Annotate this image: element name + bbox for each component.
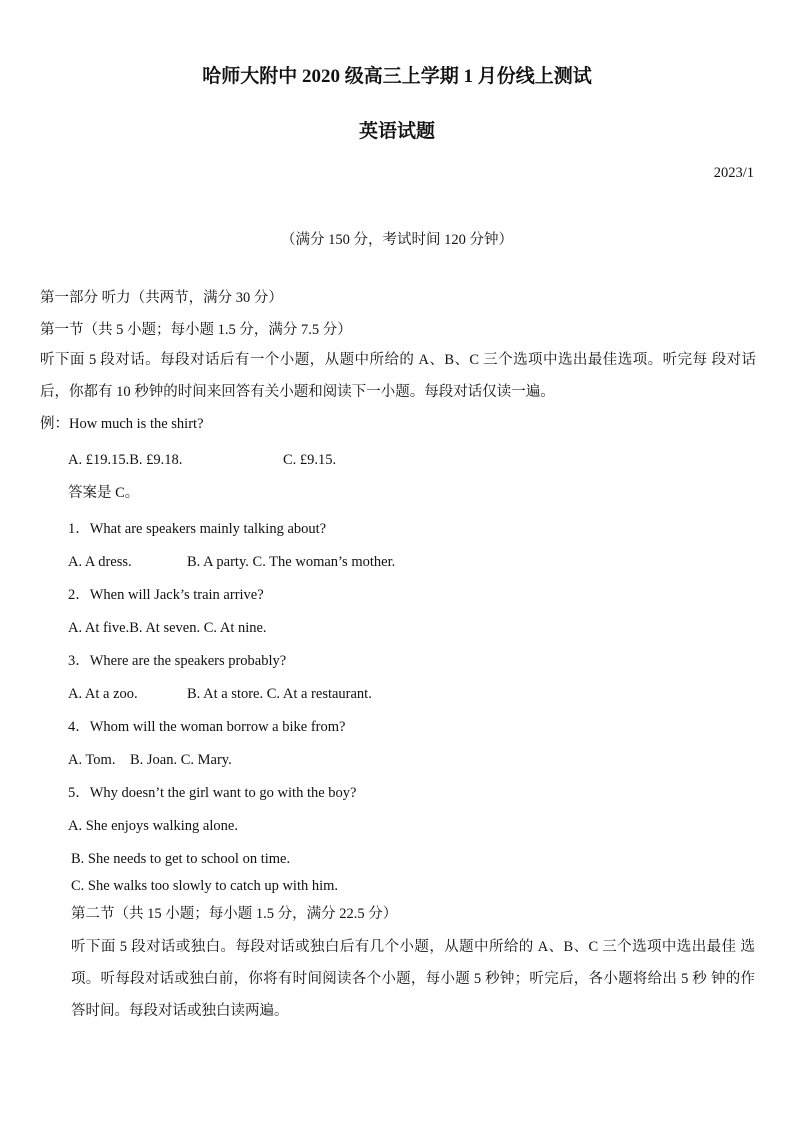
- question-5: 5．Why doesn’t the girl want to go with the boy?: [68, 785, 357, 801]
- exam-date: 2023/1: [713, 165, 754, 181]
- question-5-option-a: A. She enjoys walking alone.: [68, 818, 238, 834]
- part1-heading: 第一部分 听力（共两节，满分 30 分）: [40, 290, 283, 306]
- question-3-options-bc: B. At a store. C. At a restaurant.: [187, 686, 372, 702]
- example-question: 例：How much is the shirt?: [40, 416, 204, 432]
- section1-instruction: 听下面 5 段对话。每段对话后有一个小题，从题中所给的 A、B、C 三个选项中选出最佳选项。听完每 段对话后，你都有 10 秒钟的时间来回答有关小题和阅读下一小题。每段对话仅读一遍。: [40, 352, 756, 400]
- question-1: 1．What are speakers mainly talking about?: [68, 521, 327, 537]
- example-answer: 答案是 C。: [68, 485, 140, 501]
- question-1-options-bc: B. A party. C. The woman’s mother.: [187, 554, 396, 570]
- document-subtitle: 英语试题: [358, 121, 435, 142]
- question-3: 3．Where are the speakers probably?: [68, 653, 287, 669]
- score-info: （满分 150 分，考试时间 120 分钟）: [281, 232, 513, 248]
- section1-heading: 第一节（共 5 小题；每小题 1.5 分，满分 7.5 分）: [40, 322, 352, 338]
- question-5-option-b: B. She needs to get to school on time.: [71, 851, 291, 867]
- question-4: 4．Whom will the woman borrow a bike from?: [68, 719, 346, 735]
- section2-heading: 第二节（共 15 小题；每小题 1.5 分，满分 22.5 分）: [71, 906, 398, 922]
- question-2: 2．When will Jack’s train arrive?: [68, 587, 264, 603]
- example-option-c: C. £9.15.: [283, 452, 337, 468]
- question-5-option-c: C. She walks too slowly to catch up with him.: [71, 878, 339, 894]
- question-4-options: A. Tom. B. Joan. C. Mary.: [68, 752, 232, 768]
- question-1-option-a: A. A dress.: [68, 554, 132, 570]
- question-2-options: A. At five.B. At seven. C. At nine.: [68, 620, 267, 636]
- document-title: 哈师大附中 2020 级高三上学期 1 月份线上测试: [202, 66, 592, 87]
- question-3-option-a: A. At a zoo.: [68, 686, 138, 702]
- section2-instruction: 听下面 5 段对话或独白。每段对话或独白后有几个小题，从题中所给的 A、B、C 三个选项中选出最佳 选项。听每段对话或独白前，你将有时间阅读各个小题，每小题 5 秒钟；听完后，各小题将给出 5 秒 钟的作答时间。每段对话或独白读两遍。: [71, 939, 755, 1019]
- example-options-ab: A. £19.15.B. £9.18.: [68, 452, 183, 468]
